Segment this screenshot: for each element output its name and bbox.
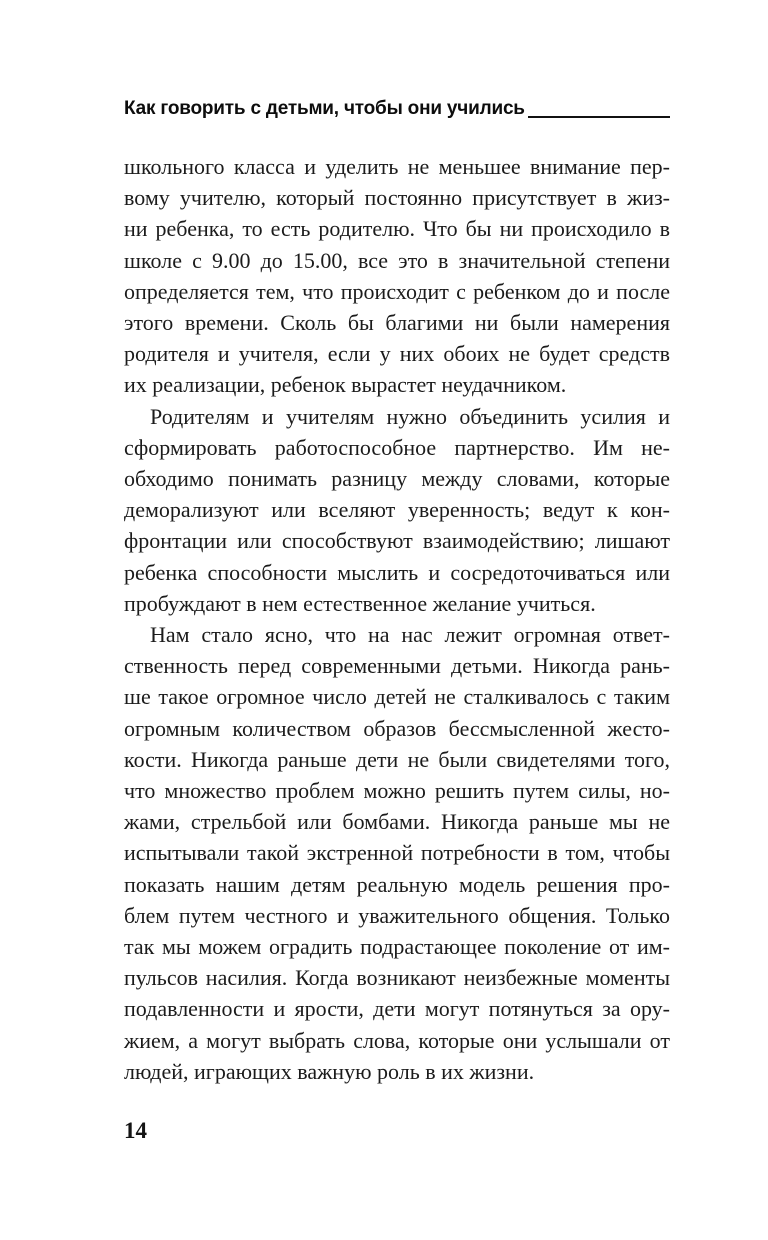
- text-line: обходимо понимать разницу между словами, которые: [124, 466, 670, 492]
- text-line: их реализации, ребенок вырастет неудачником.: [124, 372, 567, 398]
- text-line: что множество проблем можно решить путем силы, но-: [124, 778, 670, 804]
- text-line: школе с 9.00 до 15.00, все это в значительной степени: [124, 247, 670, 273]
- text-line: ственность перед современными детьми. Никогда рань-: [124, 653, 670, 679]
- text-line: определяется тем, что происходит с ребенком до и после: [124, 278, 670, 304]
- text-line: так мы можем оградить подрастающее поколение от им-: [124, 934, 670, 960]
- text-line: ни ребенка, то есть родителю. Что бы ни происходило в: [124, 216, 670, 242]
- text-line: кости. Никогда раньше дети не были свидетелями того,: [124, 746, 670, 772]
- text-line: Нам стало ясно, что на нас лежит огромная ответ-: [150, 622, 670, 648]
- running-header: [124, 98, 670, 120]
- page-number: 14: [124, 1118, 147, 1143]
- header-rule: [528, 116, 670, 118]
- text-line: ребенка способности мыслить и сосредоточиваться или: [124, 559, 670, 585]
- text-line: Родителям и учителям нужно объединить усилия и: [150, 403, 670, 429]
- text-line: деморализуют или вселяют уверенность; ведут к кон-: [124, 497, 670, 523]
- text-line: родителя и учителя, если у них обоих не будет средств: [124, 341, 670, 367]
- text-line: этого времени. Сколь бы благими ни были намерения: [124, 310, 670, 336]
- text-line: показать нашим детям реальную модель решения про-: [124, 871, 670, 897]
- text-line: пульсов насилия. Когда возникают неизбежные моменты: [124, 965, 670, 991]
- text-line: блем путем честного и уважительного общения. Только: [124, 902, 670, 928]
- text-line: сформировать работоспособное партнерство. Им не-: [124, 434, 670, 460]
- running-header-title: Как говорить с детьми, чтобы они учились: [124, 98, 525, 119]
- text-line: людей, играющих важную роль в их жизни.: [124, 1058, 535, 1084]
- paragraph: [124, 151, 670, 401]
- paragraph: [124, 401, 670, 619]
- text-line: ше такое огромное число детей не сталкивалось с таким: [124, 684, 670, 710]
- text-line: вому учителю, который постоянно присутствует в жиз-: [124, 185, 670, 211]
- text-line: подавленности и ярости, дети могут потянуться за ору-: [124, 996, 670, 1022]
- page-body: [124, 151, 670, 1087]
- text-line: жием, а могут выбрать слова, которые они услышали от: [124, 1027, 670, 1053]
- text-line: жами, стрельбой или бомбами. Никогда раньше мы не: [124, 809, 670, 835]
- text-line: испытывали такой экстренной потребности в том, чтобы: [124, 840, 670, 866]
- paragraph: [124, 619, 670, 1087]
- text-line: огромным количеством образов бессмысленной жесто-: [124, 715, 670, 741]
- text-line: школьного класса и уделить не меньшее внимание пер-: [124, 154, 670, 179]
- text-line: пробуждают в нем естественное желание учиться.: [124, 590, 596, 616]
- text-line: фронтации или способствуют взаимодействию; лишают: [124, 528, 670, 554]
